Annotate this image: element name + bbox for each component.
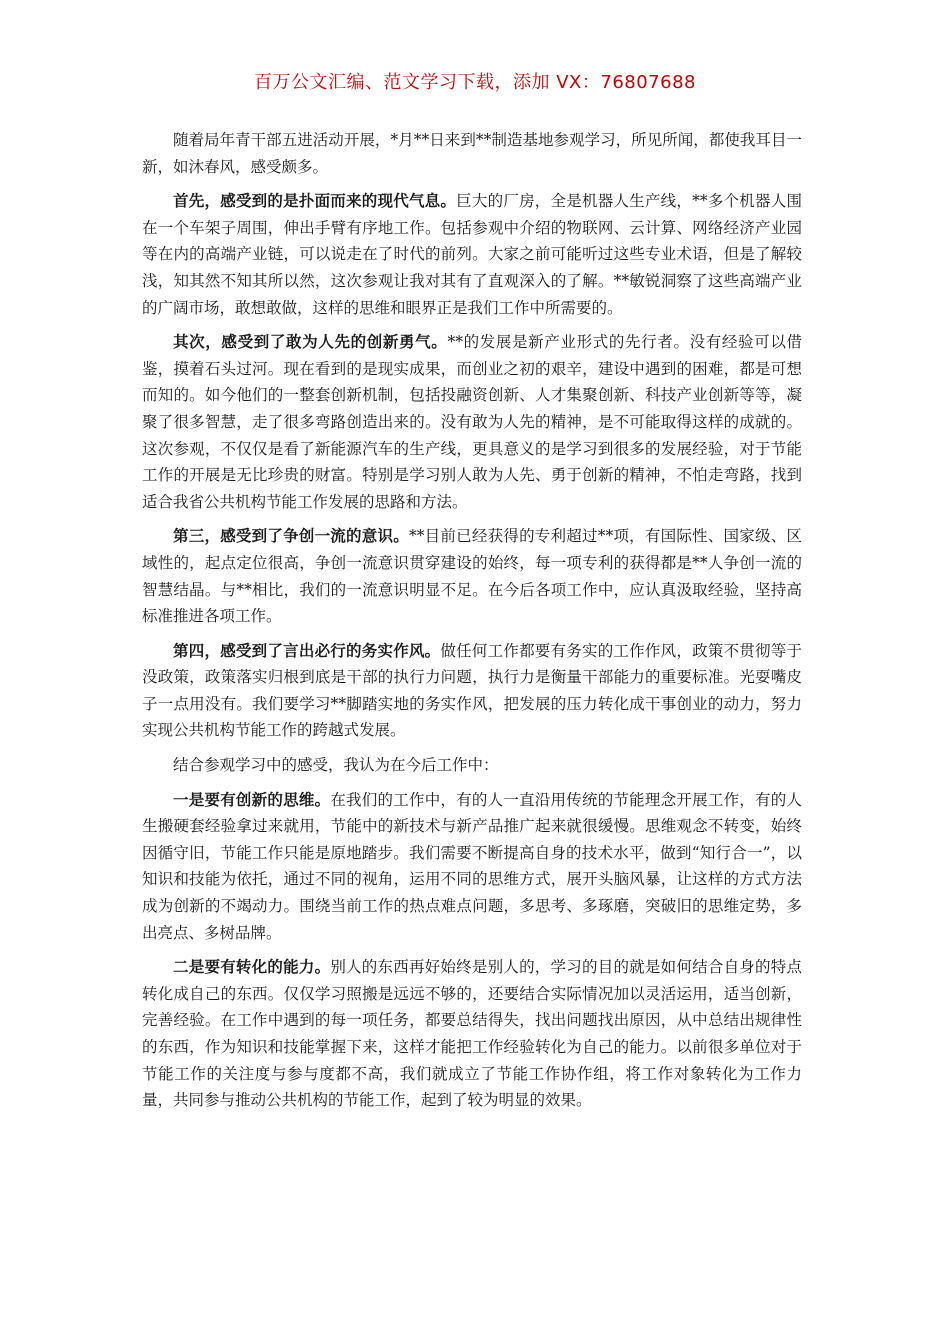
paragraph-text: 做任何工作都要有务实的工作作风，政策不贯彻等于没政策，政策落实归根到底是干部的执行力问题，执行力是衡量干部能力的重要标准。光耍嘴皮子一点用没有。我们要学习**脚踏实地的务实作风，把发展的压力转化成干事创业的动力，努力实现公共机构节能工作的跨越式发展。: [142, 641, 802, 740]
paragraph-lead: 一是要有创新的思维。: [173, 789, 331, 809]
paragraph-point-two: [142, 954, 802, 1114]
paragraph-second: [142, 329, 802, 515]
paragraph-lead: 第四，感受到了言出必行的务实作风。: [173, 640, 441, 660]
paragraph-text: 别人的东西再好始终是别人的，学习的目的就是如何结合自身的特点转化成自己的东西。仅仅学习照搬是远远不够的，还要结合实际情况加以灵活运用，适当创新，完善经验。在工作中遇到的每一项任务，都要总结得失，找出问题找出原因，从中总结出规律性的东西，作为知识和技能掌握下来，这样才能把工作经验转化为自己的能力。以前很多单位对于节能工作的关注度与参与度都不高，我们就成立了节能工作协作组，将工作对象转化为工作力量，共同参与推动公共机构的节能工作，起到了较为明显的效果。: [142, 958, 802, 1110]
paragraph-third: [142, 523, 802, 629]
paragraph-text: **的发展是新产业形式的先行者。没有经验可以借鉴，摸着石头过河。现在看到的是现实成果，而创业之初的艰辛，建设中遇到的困难，都是可想而知的。如今他们的一整套创新机制，包括投融资创新、人才集聚创新、科技产业创新等等，凝聚了很多智慧，走了很多弯路创造出来的。没有敢为人先的精神，是不可能取得这样的成就的。这次参观，不仅仅是看了新能源汽车的生产线，更具意义的是学习到很多的发展经验，对于节能工作的开展是无比珍贵的财富。特别是学习别人敢为人先、勇于创新的精神，不怕走弯路，找到适合我省公共机构节能工作发展的思路和方法。: [142, 333, 802, 511]
paragraph-text: 随着局年青干部五进活动开展，*月**日来到**制造基地参观学习，所见所闻，都使我耳目一新，如沐春风，感受颇多。: [142, 131, 802, 176]
paragraph-text: 巨大的厂房，全是机器人生产线，**多个机器人围在一个车架子周围，伸出手臂有序地工作。包括参观中介绍的物联网、云计算、网络经济产业园等在内的高端产业链，可以说走在了时代的前列。大家之前可能听过这些专业术语，但是了解较浅，知其然不知其所以然，这次参观让我对其有了直观深入的了解。**敏锐洞察了这些高端产业的广阔市场，敢想敢做，这样的思维和眼界正是我们工作中所需要的。: [142, 192, 802, 317]
paragraph-lead: 第三，感受到了争创一流的意识。: [173, 526, 409, 546]
paragraph-first: [142, 188, 802, 321]
paragraph-text: 在我们的工作中，有的人一直沿用传统的节能理念开展工作，有的人生搬硬套经验拿过来就用，节能中的新技术与新产品推广起来就很缓慢。思维观念不转变，始终因循守旧，节能工作只能是原地踏步。我们需要不断提高自身的技术水平，做到“知行合一”，以知识和技能为依托，通过不同的视角，运用不同的思维方式，展开头脑风暴，让这样的方式方法成为创新的不竭动力。围绕当前工作的热点难点问题，多思考、多琢磨，突破旧的思维定势，多出亮点、多树品牌。: [142, 790, 802, 942]
paragraph-intro: [142, 127, 802, 180]
paragraph-lead: 二是要有转化的能力。: [173, 957, 331, 977]
paragraph-text: **目前已经获得的专利超过**项，有国际性、国家级、区域性的，起点定位很高，争创一流意识贯穿建设的始终，每一项专利的获得都是**人争创一流的智慧结晶。与**相比，我们的一流意识明显不足。在今后各项工作中，应认真汲取经验，坚持高标准推进各项工作。: [142, 527, 802, 626]
paragraph-point-one: [142, 787, 802, 947]
paragraph-lead: 其次，感受到了敢为人先的创新勇气。: [173, 332, 448, 352]
paragraph-lead: 首先，感受到的是扑面而来的现代气息。: [173, 191, 457, 211]
paragraph-text: 结合参观学习中的感受，我认为在今后工作中：: [173, 756, 499, 775]
document-body: [142, 127, 802, 1122]
paragraph-fourth: [142, 638, 802, 744]
watermark-header: 百万公文汇编、范文学习下载，添加 VX：76807688: [254, 72, 696, 93]
paragraph-transition: [142, 752, 802, 779]
